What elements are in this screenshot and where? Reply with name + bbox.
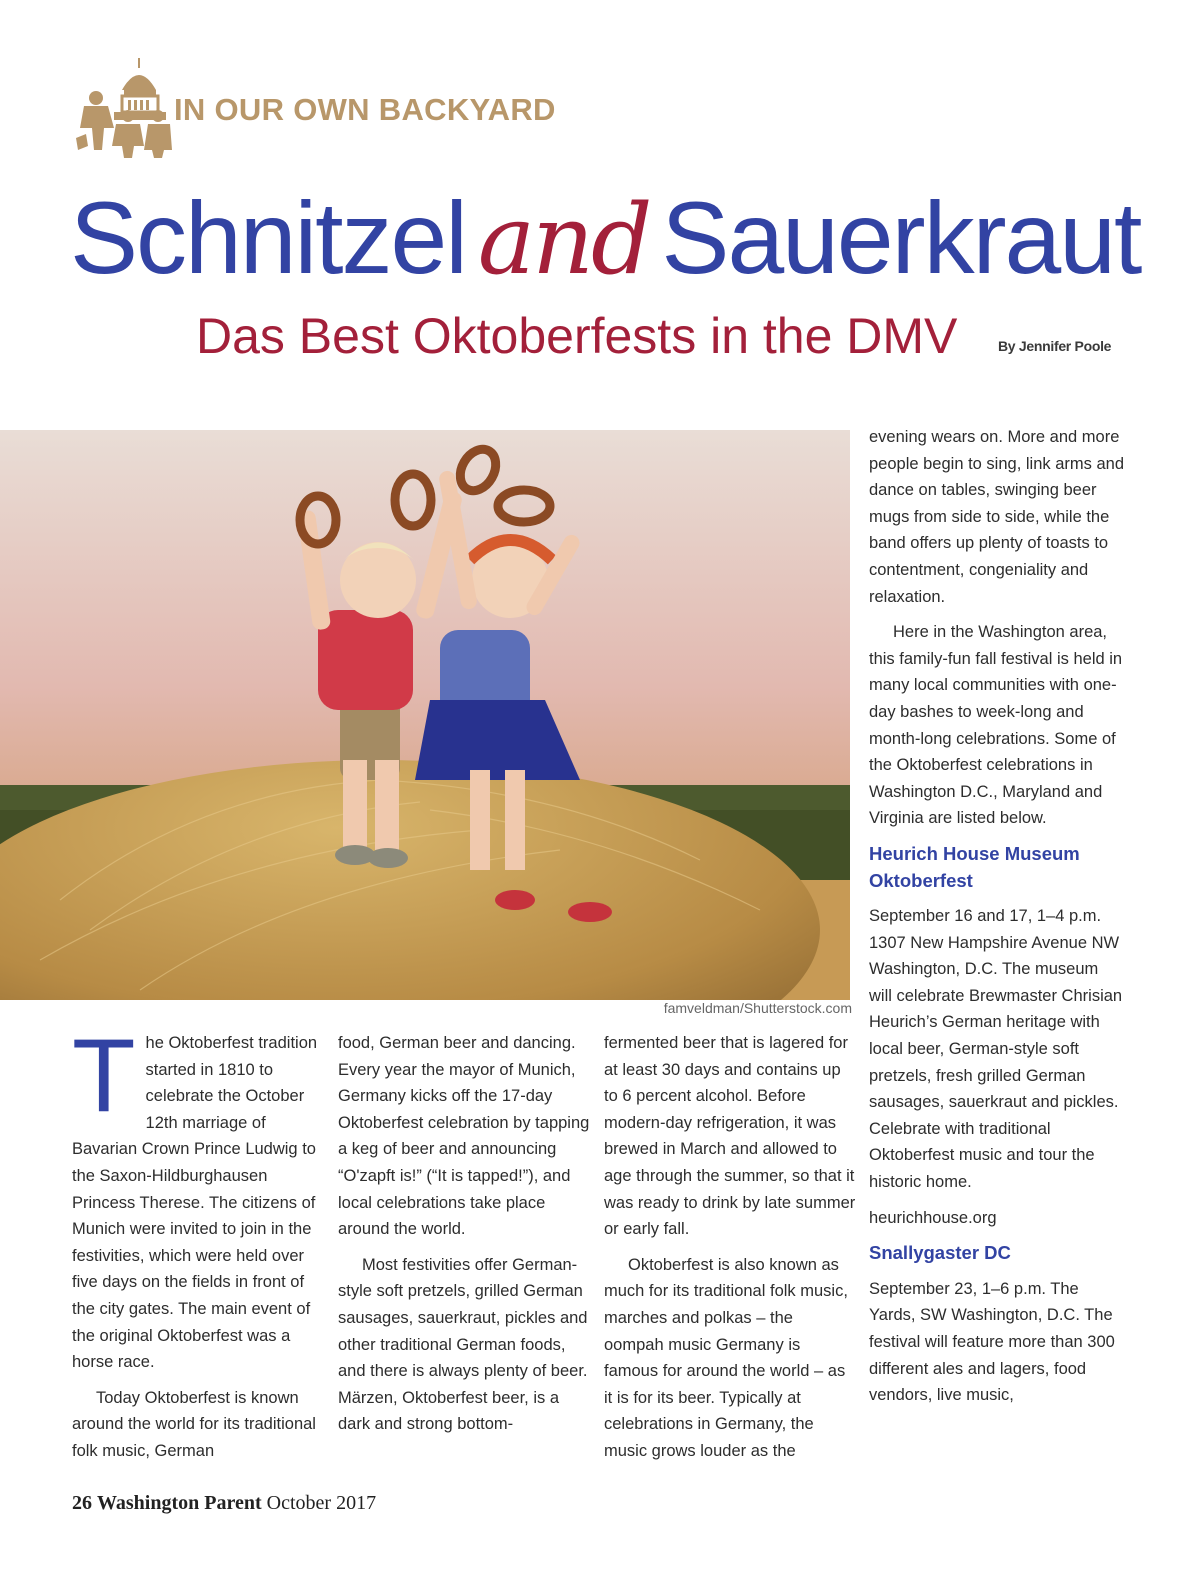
article-paragraph: fermented beer that is lagered for at least 30 days and contains up to 6 percent alcohol. Before modern-day refrigeration, it was brewed in March and allowed to age through the summer, so that it was ready to drink by late summer or early fall.: [604, 1034, 856, 1239]
photo-credit: famveldman/Shutterstock.com: [663, 1000, 852, 1016]
headline-and: and: [477, 184, 650, 296]
headline-word-3: Sauerkraut: [661, 181, 1141, 295]
article-paragraph: Today Oktoberfest is known around the world for its traditional folk music, German: [72, 1388, 316, 1460]
headline-word-1: Schnitzel: [70, 181, 466, 295]
article-paragraph: evening wears on. More and more people begin to sing, link arms and dance on tables, swinging beer mugs from side to side, while the band offers up plenty of toasts to contentment, congeniality and relaxation.: [869, 428, 1124, 606]
article-paragraph: Oktoberfest is also known as much for its traditional folk music, marches and polkas – the oompah music Germany is famous for around the world – as it is for its beer. Typically at celebrations in Germany, the music grows louder as the: [604, 1255, 848, 1460]
issue-date: October 2017: [266, 1492, 377, 1514]
feature-photo: [0, 430, 850, 1000]
headline: [70, 178, 1170, 298]
subtitle: Das Best Oktoberfests in the DMV: [196, 308, 958, 364]
article-paragraph: food, German beer and dancing. Every year the mayor of Munich, Germany kicks off the 17-day Oktoberfest celebration by tapping a keg of beer and announcing “O'zapft is!” (“It is tapped!”), and local celebrations take place around the world.: [338, 1034, 590, 1239]
article-paragraph: The Oktoberfest tradition started in 1810 to celebrate the October 12th marriage of Bavarian Crown Prince Ludwig to the Saxon-Hildburghausen Princess Therese. The citizens of Munich were invited to join in the festivities, which were held over five days on the fields in front of the city gates. The main event of the original Oktoberfest was a horse race.: [72, 1018, 318, 1372]
article-column-4: [869, 424, 1124, 1418]
event-url[interactable]: heurichhouse.org: [869, 1208, 997, 1227]
event-details: September 23, 1–6 p.m. The Yards, SW Washington, D.C. The festival will feature more than 300 different ales and lagers, food vendors, live music,: [869, 1279, 1115, 1405]
section-label: IN OUR OWN BACKYARD: [174, 92, 556, 127]
event-title: Snallygaster DC: [869, 1242, 1011, 1264]
section-header: [74, 54, 594, 164]
drop-cap: T: [72, 1018, 136, 1134]
magazine-name: Washington Parent: [97, 1492, 262, 1514]
page-footer: [72, 1492, 376, 1515]
article-column-2: [338, 1030, 590, 1447]
event-details: September 16 and 17, 1–4 p.m. 1307 New Hampshire Avenue NW Washington, D.C. The museum will celebrate Brewmaster Chrisian Heurich’s German heritage with local beer, German-style soft pretzels, fresh grilled German sausages, sauerkraut and pickles. Celebrate with traditional Oktoberfest music and tour the historic home.: [869, 907, 1123, 1192]
article-column-1: [72, 1018, 324, 1474]
article-paragraph: Here in the Washington area, this family-fun fall festival is held in many local communities with one-day bashes to week-long and month-long celebrations. Some of the Oktoberfest celebrations in Washington D.C., Maryland and Virginia are listed below.: [869, 623, 1123, 828]
byline: By Jennifer Poole: [998, 338, 1112, 354]
page-number: 26: [72, 1492, 92, 1514]
article-paragraph: Most festivities offer German-style soft pretzels, grilled German sausages, sauerkraut, pickles and other traditional German foods, and there is always plenty of beer. Märzen, Oktoberfest beer, is a dark and strong bottom-: [338, 1255, 588, 1434]
event-title: Heurich House Museum Oktoberfest: [869, 842, 1080, 891]
article-column-3: [604, 1030, 856, 1474]
capitol-family-icon: [74, 54, 174, 164]
